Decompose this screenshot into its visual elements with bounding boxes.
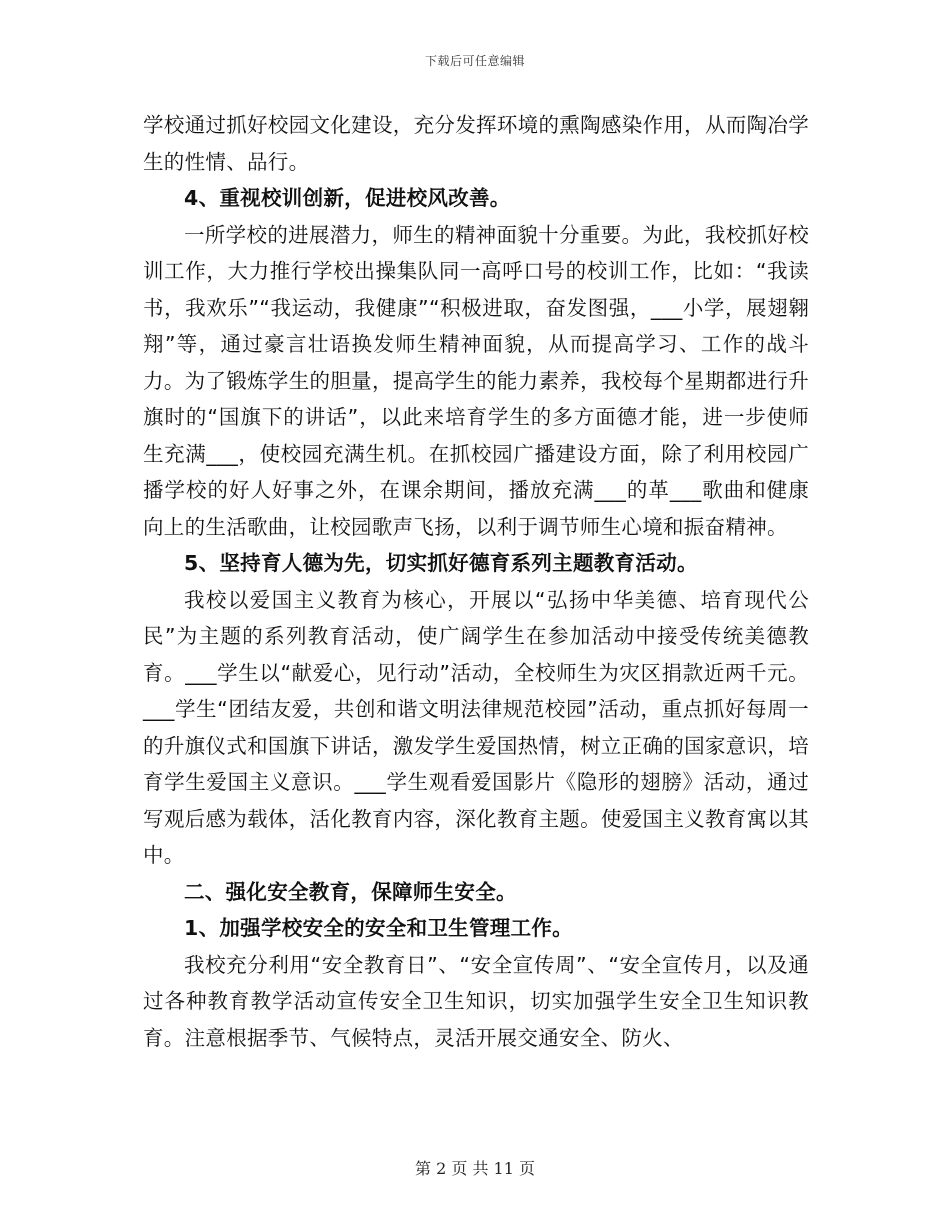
document-body (143, 107, 809, 1056)
paragraph-culture: 学校通过抓好校园文化建设，充分发挥环境的熏陶感染作用，从而陶冶学生的性情、品行。 (143, 113, 809, 174)
heading-moral-education: 5、坚持育人德为先，切实抓好德育系列主题教育活动。 (184, 551, 698, 575)
page-header: 下载后可任意编辑 (424, 54, 525, 68)
page-number-footer: 第 2 页 共 11 页 (415, 1159, 535, 1178)
paragraph-moral-education: 我校以爱国主义教育为核心，开展以“弘扬中华美德、培育现代公民”为主题的系列教育活动，使广阔学生在参加活动中接受传统美德教育。___学生以“献爱心，见行动”活动，全校师生为灾区捐款近两千元。___学生“团结友爱，共创和谐文明法律规范校园”活动，重点抓好每周一的升旗仪式和国旗下讲话，激发学生爱国热情，树立正确的国家意识，培育学生爱国主义意识。___学生观看爱国影片《隐形的翅膀》活动，通过写观后感为载体，活化教育内容，深化教育主题。使爱国主义教育寓以其中。 (143, 587, 809, 867)
paragraph-safety-management: 我校充分利用“安全教育日”、“安全宣传周”、“安全宣传月，以及通过各种教育教学活动宣传安全卫生知识，切实加强学生安全卫生知识教育。注意根据季节、气候特点，灵活开展交通安全、防火、 (143, 952, 809, 1050)
heading-safety-management: 1、加强学校安全的安全和卫生管理工作。 (184, 916, 573, 940)
heading-school-motto: 4、重视校训创新，促进校风改善。 (184, 186, 511, 210)
paragraph-school-motto: 一所学校的进展潜力，师生的精神面貌十分重要。为此，我校抓好校训工作，大力推行学校出操集队同一高呼口号的校训工作，比如：“我读书，我欢乐”“我运动，我健康”“积极进取，奋发图强，___小学，展翅翱翔”等，通过豪言壮语换发师生精神面貌，从而提高学习、工作的战斗力。为了锻炼学生的胆量，提高学生的能力素养，我校每个星期都进行升旗时的“国旗下的讲话”，以此来培育学生的多方面德才能，进一步使师生充满___，使校园充满生机。在抓校园广播建设方面，除了利用校园广播学校的好人好事之外，在课余期间，播放充满___的革___歌曲和健康向上的生活歌曲，让校园歌声飞扬，以利于调节师生心境和振奋精神。 (143, 222, 809, 539)
heading-safety-education: 二、强化安全教育，保障师生安全。 (184, 879, 517, 904)
